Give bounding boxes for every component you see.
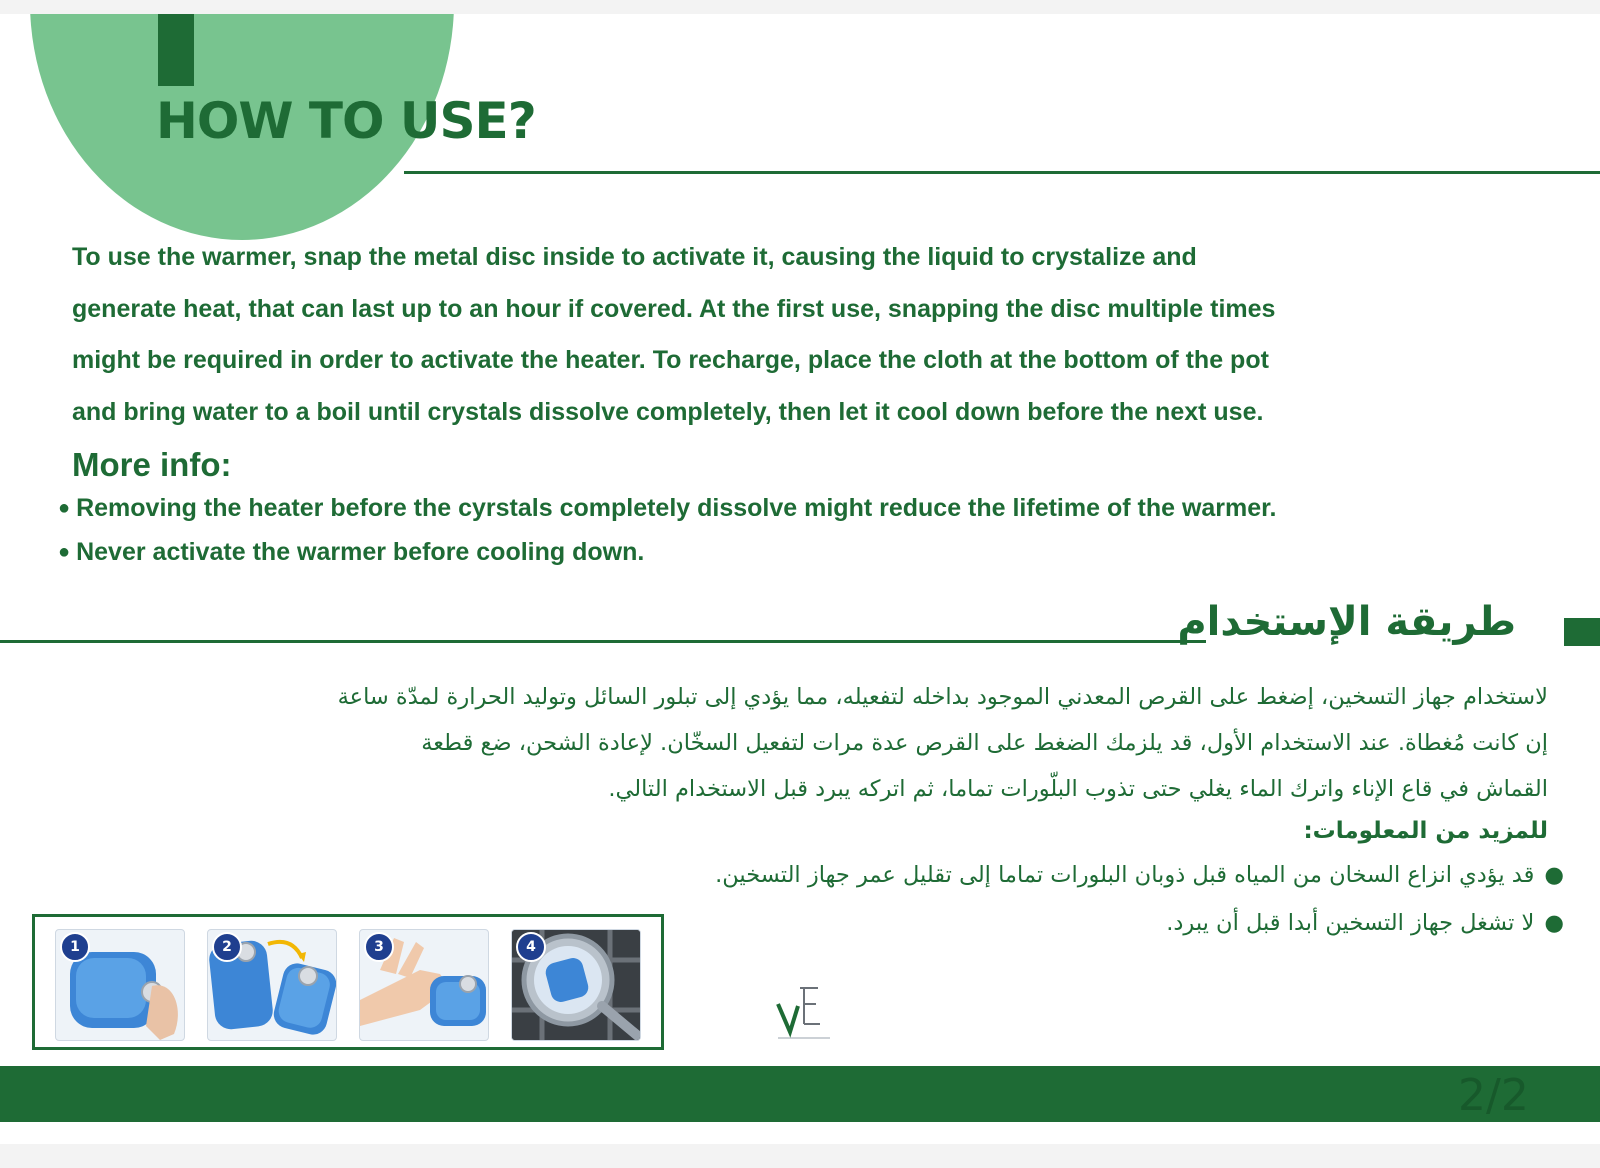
- arabic-instructions: [28, 674, 1548, 812]
- header-accent-bar: [158, 14, 194, 86]
- arabic-more-item: ●لا تشغل جهاز التسخين أبدا قبل أن يبرد.: [1166, 910, 1564, 936]
- arabic-accent-bar: [1564, 618, 1600, 646]
- brand-logo: [774, 980, 834, 1042]
- arabic-line: القماش في قاع الإناء واترك الماء يغلي حتى تذوب البلّورات تماما، ثم اتركه يبرد قبل الاستخدام التالي.: [608, 776, 1548, 802]
- instructions-line: might be required in order to activate the heater. To recharge, place the cloth at the bottom of the pot: [72, 346, 1269, 374]
- page-title: HOW TO USE?: [156, 92, 536, 150]
- bullet-icon: ●: [1544, 862, 1564, 888]
- step-badge: 4: [516, 932, 546, 962]
- instructions-line: generate heat, that can last up to an hour if covered. At the first use, snapping the disc multiple times: [72, 294, 1276, 323]
- step-4-image: [511, 929, 641, 1041]
- step-3-image: [359, 929, 489, 1041]
- arabic-line: لاستخدام جهاز التسخين، إضغط على القرص المعدني الموجود بداخله لتفعيله، مما يؤدي إلى تبلور السائل وتوليد الحرارة لمدّة ساعة: [337, 684, 1548, 710]
- more-info-item: ● Removing the heater before the cyrstals completely dissolve might reduce the lifetime of the warmer.: [58, 494, 1277, 522]
- instructions-line: and bring water to a boil until crystals dissolve completely, then let it cool down before the next use.: [72, 397, 1264, 426]
- step-badge: 2: [212, 932, 242, 962]
- bullet-icon: ●: [58, 541, 71, 563]
- step-1-image: [55, 929, 185, 1041]
- arabic-more-item: ●قد يؤدي انزاع السخان من المياه قبل ذوبان البلورات تماما إلى تقليل عمر جهاز التسخين.: [715, 862, 1564, 888]
- title-divider: [404, 171, 1600, 174]
- page: [0, 14, 1600, 1144]
- bullet-icon: ●: [1544, 910, 1564, 936]
- more-info-heading: More info:: [72, 446, 232, 483]
- footer-bar: [0, 1066, 1600, 1122]
- steps-strip: [32, 914, 664, 1050]
- page-number: 2/2: [1458, 1070, 1529, 1121]
- arabic-title: طريقة الإستخدام: [1177, 599, 1516, 645]
- bullet-icon: ●: [58, 497, 71, 519]
- instructions-line: To use the warmer, snap the metal disc inside to activate it, causing the liquid to crystalize and: [72, 243, 1197, 271]
- brand-logo-mark: [774, 980, 834, 1042]
- arabic-more-heading: للمزيد من المعلومات:: [1303, 818, 1548, 844]
- more-info-item: ● Never activate the warmer before cooling down.: [58, 538, 645, 566]
- instructions-paragraph: [72, 232, 1552, 438]
- section-divider: [0, 640, 1206, 643]
- step-2-image: [207, 929, 337, 1041]
- step-badge: 3: [364, 932, 394, 962]
- step-badge: 1: [60, 932, 90, 962]
- arabic-line: إن كانت مُغطاة. عند الاستخدام الأول، قد يلزمك الضغط على القرص عدة مرات لتفعيل السخّان. لإعادة الشحن، ضع قطعة: [421, 730, 1548, 756]
